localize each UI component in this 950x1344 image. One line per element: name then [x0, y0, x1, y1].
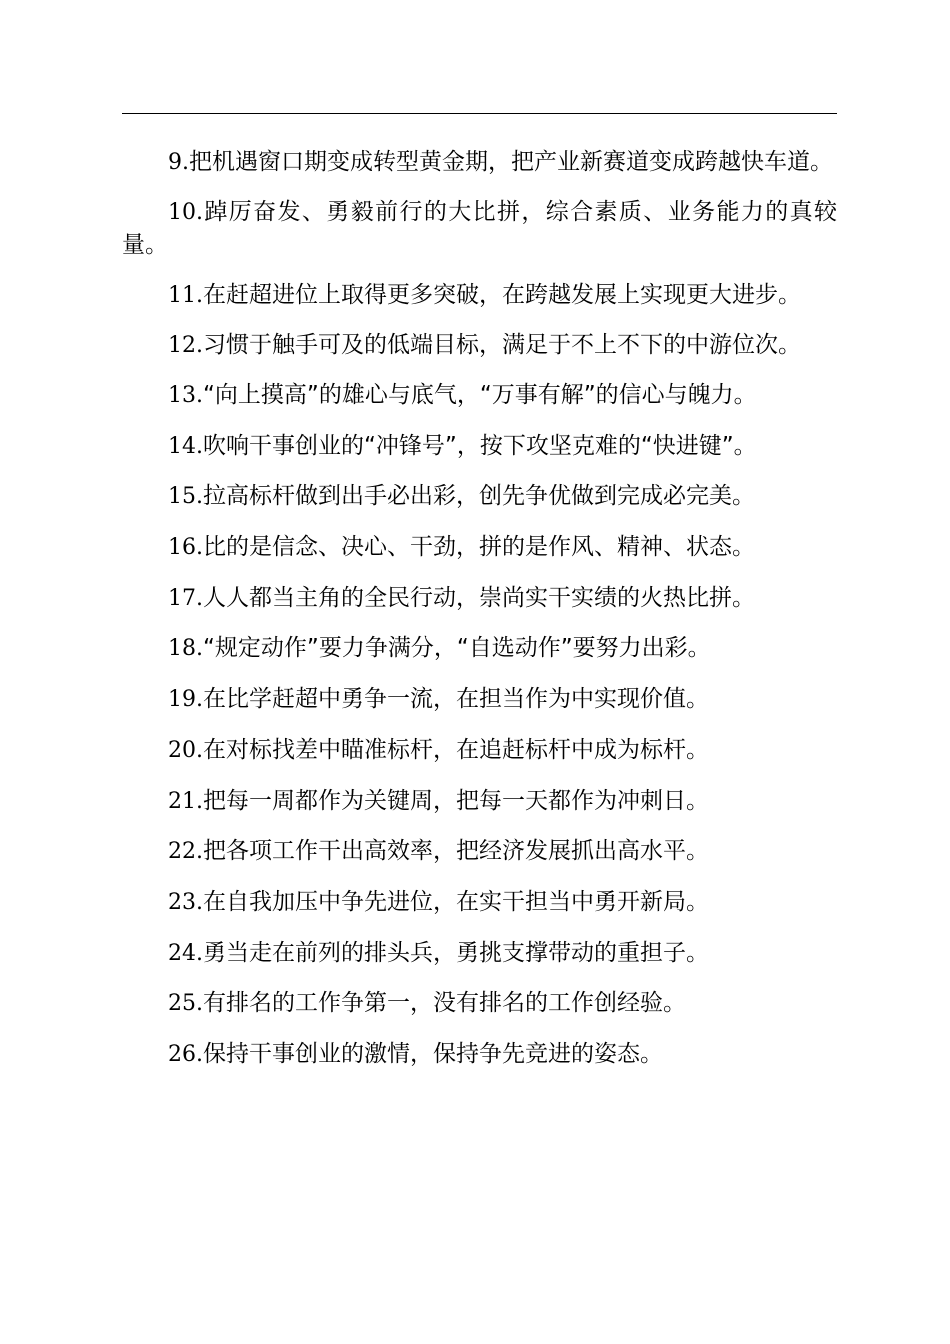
list-item [122, 480, 837, 513]
list-item [122, 582, 837, 615]
item-number: 11. [168, 283, 203, 308]
item-text: 勇当走在前列的排头兵，勇挑支撑带动的重担子。 [203, 939, 709, 966]
item-text: 把每一周都作为关键周，把每一天都作为冲刺日。 [203, 787, 709, 814]
item-number: 23. [168, 889, 203, 915]
item-number: 14. [168, 433, 203, 459]
list-item [122, 734, 837, 767]
list-item [122, 835, 837, 868]
item-number: 26. [168, 1041, 203, 1067]
item-text: 在自我加压中争先进位，在实干担当中勇开新局。 [203, 888, 709, 915]
item-text: 吹响干事创业的“冲锋号”，按下攻坚克难的“快进键”。 [203, 432, 757, 459]
item-number: 13. [168, 383, 203, 408]
header-rule [122, 113, 837, 114]
item-text: 习惯于触手可及的低端目标，满足于不上不下的中游位次。 [203, 332, 801, 358]
list-item [122, 1038, 837, 1071]
item-text: 人人都当主角的全民行动，崇尚实干实绩的火热比拼。 [203, 584, 755, 611]
item-number: 9. [168, 150, 189, 175]
item-text: 在比学赶超中勇争一流，在担当作为中实现价值。 [203, 686, 709, 713]
item-text: 拉高标杆做到出手必出彩，创先争优做到完成必完美。 [203, 483, 755, 510]
item-text: 保持干事创业的激情，保持争先竞进的姿态。 [203, 1040, 663, 1067]
item-number: 19. [168, 687, 203, 713]
item-text: 踔厉奋发、勇毅前行的大比拼，综合素质、业务能力的真较量。 [122, 199, 837, 258]
item-number: 17. [168, 585, 203, 611]
list-item [122, 886, 837, 919]
list-item [122, 379, 837, 412]
list-item [122, 531, 837, 564]
item-text: “规定动作”要力争满分，“自选动作”要努力出彩。 [203, 635, 711, 662]
item-number: 18. [168, 636, 203, 662]
item-number: 16. [168, 535, 203, 561]
item-text: “向上摸高”的雄心与底气，“万事有解”的信心与魄力。 [203, 382, 757, 408]
list-item [122, 279, 837, 312]
list-item [122, 937, 837, 970]
item-text: 有排名的工作争第一，没有排名的工作创经验。 [203, 990, 686, 1017]
item-text: 在赶超进位上取得更多突破，在跨越发展上实现更大进步。 [203, 282, 801, 308]
list-item [122, 632, 837, 665]
list-item [122, 987, 837, 1020]
body-text [122, 146, 837, 1089]
item-number: 20. [168, 737, 203, 763]
item-number: 10. [168, 200, 203, 225]
list-item [122, 683, 837, 716]
item-number: 22. [168, 839, 203, 865]
item-number: 21. [168, 788, 203, 814]
item-number: 24. [168, 940, 203, 966]
item-text: 在对标找差中瞄准标杆，在追赶标杆中成为标杆。 [203, 736, 709, 763]
item-text: 比的是信念、决心、干劲，拼的是作风、精神、状态。 [203, 534, 755, 561]
item-number: 15. [168, 484, 203, 510]
item-number: 12. [168, 333, 203, 358]
list-item [122, 329, 837, 362]
list-item [122, 196, 837, 262]
list-item [122, 785, 837, 818]
item-text: 把机遇窗口期变成转型黄金期，把产业新赛道变成跨越快车道。 [189, 149, 833, 175]
list-item [122, 430, 837, 463]
item-text: 把各项工作干出高效率，把经济发展抓出高水平。 [203, 838, 709, 865]
item-number: 25. [168, 991, 203, 1017]
list-item [122, 146, 837, 179]
